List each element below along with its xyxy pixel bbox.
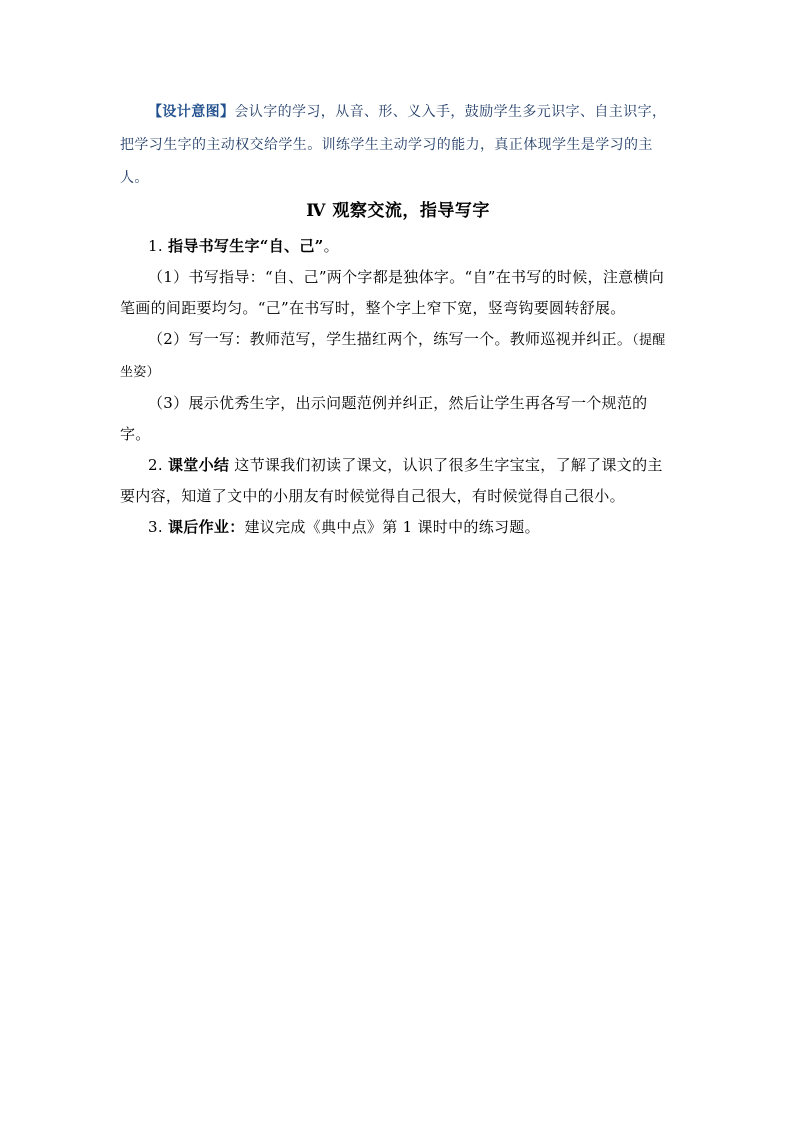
item-1-3-number: （3） [148,394,189,412]
item-1-2-number: （2） [148,330,189,348]
item-1 [120,231,676,262]
item-3-text: 建议完成《典中点》第 1 课时中的练习题。 [244,518,540,536]
item-2 [120,450,676,512]
design-intent-tag: 【设计意图】 [148,104,235,120]
item-2-lead: 课堂小结 [168,456,230,474]
item-1-3-text: 展示优秀生字，出示问题范例并纠正，然后让学生再各写一个规范的字。 [120,394,648,443]
section-heading: Ⅳ 观察交流，指导写字 [306,201,490,221]
item-2-text: 这节课我们初读了课文，认识了很多生字宝宝，了解了课文的主要内容，知道了文中的小朋友有时候觉得自己很大，有时候觉得自己很小。 [120,456,663,505]
item-2-number: 2. [148,456,163,474]
item-3-number: 3. [148,518,163,536]
design-intent-paragraph [120,96,676,195]
item-1-2-text: 写一写：教师范写，学生描红两个，练写一个。教师巡视并纠正。 [188,330,633,348]
page-content [120,96,676,543]
item-3 [120,512,676,543]
item-1-3 [120,388,676,450]
item-3-lead: 课后作业： [168,518,245,536]
item-1-lead: 指导书写生字“自、己” [168,237,324,255]
item-1-1-number: （1） [148,268,189,286]
item-1-number: 1. [148,237,163,255]
item-1-1 [120,262,676,324]
item-1-1-text: 书写指导：“自、己”两个字都是独体字。“自”在书写的时候，注意横向笔画的间距要均匀。“己”在书写时，整个字上窄下宽，竖弯钩要圆转舒展。 [120,268,665,317]
item-1-2-note: （提醒坐姿） [120,333,666,380]
design-intent-text: 会认字的学习，从音、形、义入手，鼓励学生多元识字、自主识字，把学习生字的主动权交给学生。训练学生主动学习的能力，真正体现学生是学习的主人。 [120,104,667,186]
item-1-2 [120,324,676,388]
item-1-text: 。 [323,237,339,255]
